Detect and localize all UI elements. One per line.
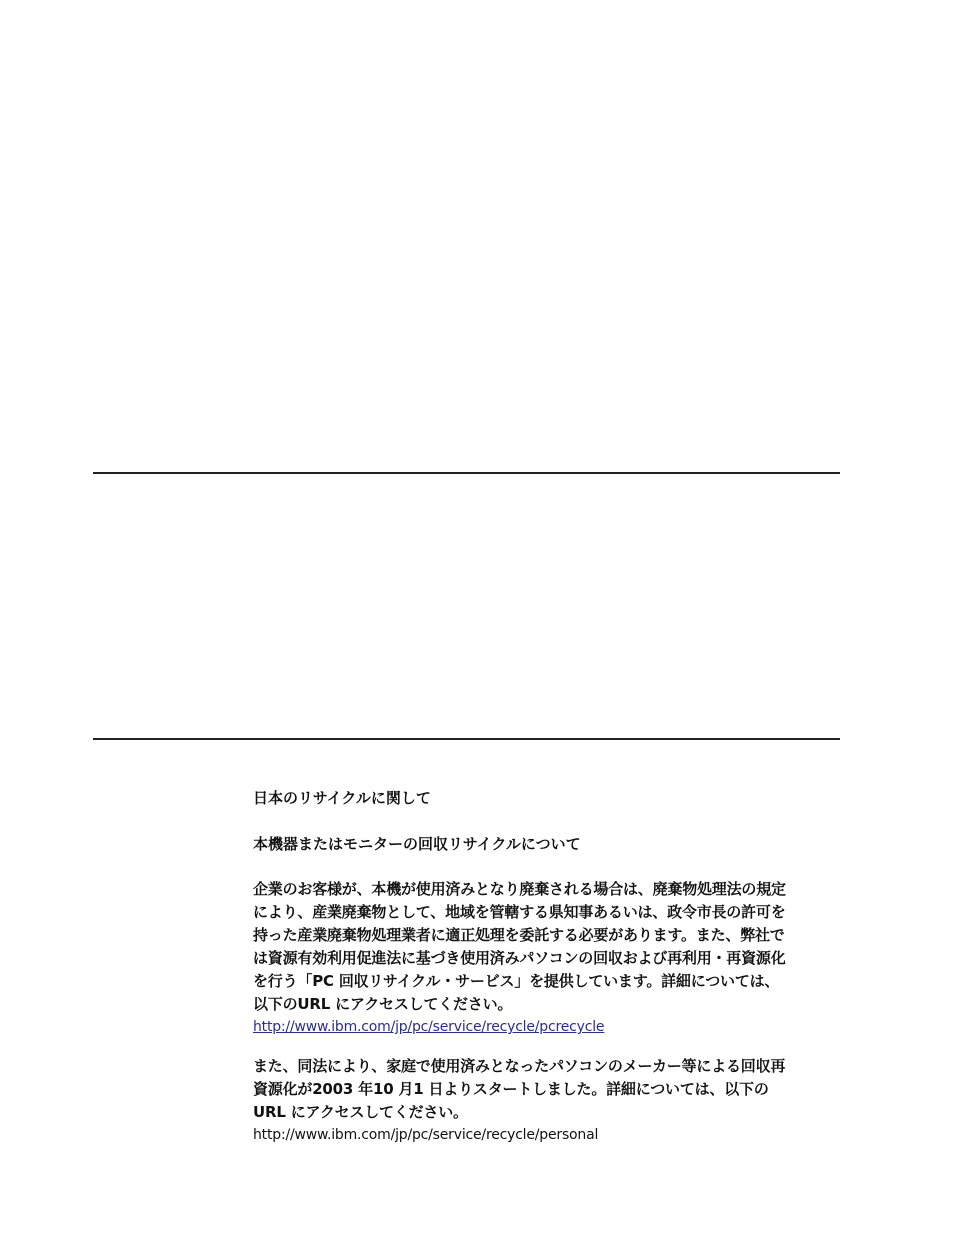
personal-recycle-url: http://www.ibm.com/jp/pc/service/recycle/personal	[253, 1127, 599, 1143]
paragraph1-line: 以下のURL にアクセスしてください。	[253, 995, 513, 1013]
paragraph1-line: 持った産業廃棄物処理業者に適正処理を委託する必要があります。また、弊社で	[253, 926, 785, 944]
paragraph1-line: を行う「PC 回収リサイクル・サービス」を提供しています。詳細については、	[253, 972, 780, 990]
recycling-section	[253, 786, 853, 1146]
horizontal-rule-top	[93, 472, 840, 474]
paragraph1-line: は資源有効利用促進法に基づき使用済みパソコンの回収および再利用・再資源化	[253, 949, 786, 967]
paragraph2-line: URL にアクセスしてください。	[253, 1103, 468, 1121]
paragraph-business-recycling	[253, 878, 853, 1038]
section-subtitle: 本機器またはモニターの回収リサイクルについて	[253, 835, 581, 853]
horizontal-rule-bottom	[93, 738, 840, 740]
section-title: 日本のリサイクルに関して	[253, 789, 431, 807]
paragraph1-line: により、産業廃棄物として、地域を管轄する県知事あるいは、政令市長の許可を	[253, 903, 786, 921]
paragraph-home-recycling	[253, 1055, 853, 1146]
paragraph2-line: 資源化が2003 年10 月1 日よりスタートしました。詳細については、以下の	[253, 1080, 769, 1098]
paragraph1-line: 企業のお客様が、本機が使用済みとなり廃棄される場合は、廃棄物処理法の規定	[253, 880, 786, 898]
paragraph2-line: また、同法により、家庭で使用済みとなったパソコンのメーカー等による回収再	[253, 1057, 786, 1075]
pcrecycle-link[interactable]: http://www.ibm.com/jp/pc/service/recycle/pcrecycle	[253, 1019, 605, 1035]
